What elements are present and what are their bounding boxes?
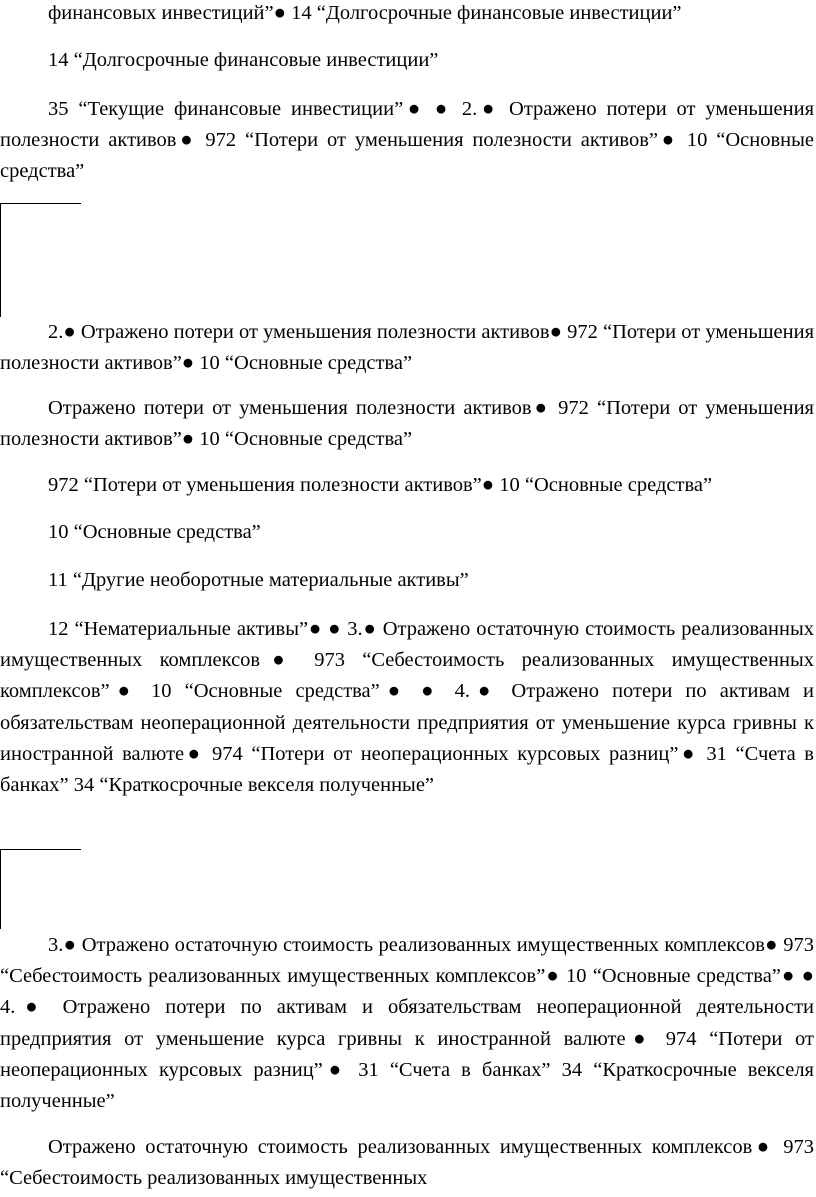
paragraph-1: финансовых инвестиций”● 14 “Долгосрочные финансовые инвестиции” <box>48 2 682 24</box>
paragraph-5: Отражено потери от уменьшения полезности активов● 972 “Потери от уменьшения полезности активов”● 10 “Основные средства” <box>0 397 814 451</box>
paragraph-10: 3.● Отражено остаточную стоимость реализованных имущественных комплексов● 973 “Себестоимость реализованных имущественных комплексов”● 10 “Основные средства”● ● 4.● Отражено потери по активам и обязательствам неоперационной деятельности предприятия от уменьшение курса гривны к иностранной валюте● 974 “Потери от неоперационных курсовых разниц”● 31 “Счета в банках” 34 “Краткосрочные векселя полученные” <box>0 934 814 1113</box>
section-marker-top <box>0 203 81 204</box>
paragraph-3: 35 “Текущие финансовые инвестиции”● ● 2.● Отражено потери от уменьшения полезности активов● 972 “Потери от уменьшения полезности активов”● 10 “Основные средства” <box>0 98 814 183</box>
section-marker-left <box>0 203 1 317</box>
paragraph-2: 14 “Долгосрочные финансовые инвестиции” <box>48 49 439 71</box>
paragraph-11: Отражено остаточную стоимость реализованных имущественных комплексов● 973 “Себестоимость реализованных имущественных <box>0 1136 814 1190</box>
paragraph-8: 11 “Другие необоротные материальные активы” <box>48 569 469 591</box>
paragraph-4: 2.● Отражено потери от уменьшения полезности активов● 972 “Потери от уменьшения полезности активов”● 10 “Основные средства” <box>0 321 814 375</box>
section-marker-top <box>0 849 81 850</box>
paragraph-6: 972 “Потери от уменьшения полезности активов”● 10 “Основные средства” <box>48 474 713 496</box>
paragraph-9: 12 “Нематериальные активы”● ● 3.● Отражено остаточную стоимость реализованных имущественных комплексов● 973 “Себестоимость реализованных имущественных комплексов”● 10 “Основные средства”● ● 4.● Отражено потери по активам и обязательствам неоперационной деятельности предприятия от уменьшение курса гривны к иностранной валюте● 974 “Потери от неоперационных курсовых разниц”● 31 “Счета в банках” 34 “Краткосрочные векселя полученные” <box>0 618 814 797</box>
section-marker-left <box>0 849 1 929</box>
paragraph-7: 10 “Основные средства” <box>48 521 261 543</box>
